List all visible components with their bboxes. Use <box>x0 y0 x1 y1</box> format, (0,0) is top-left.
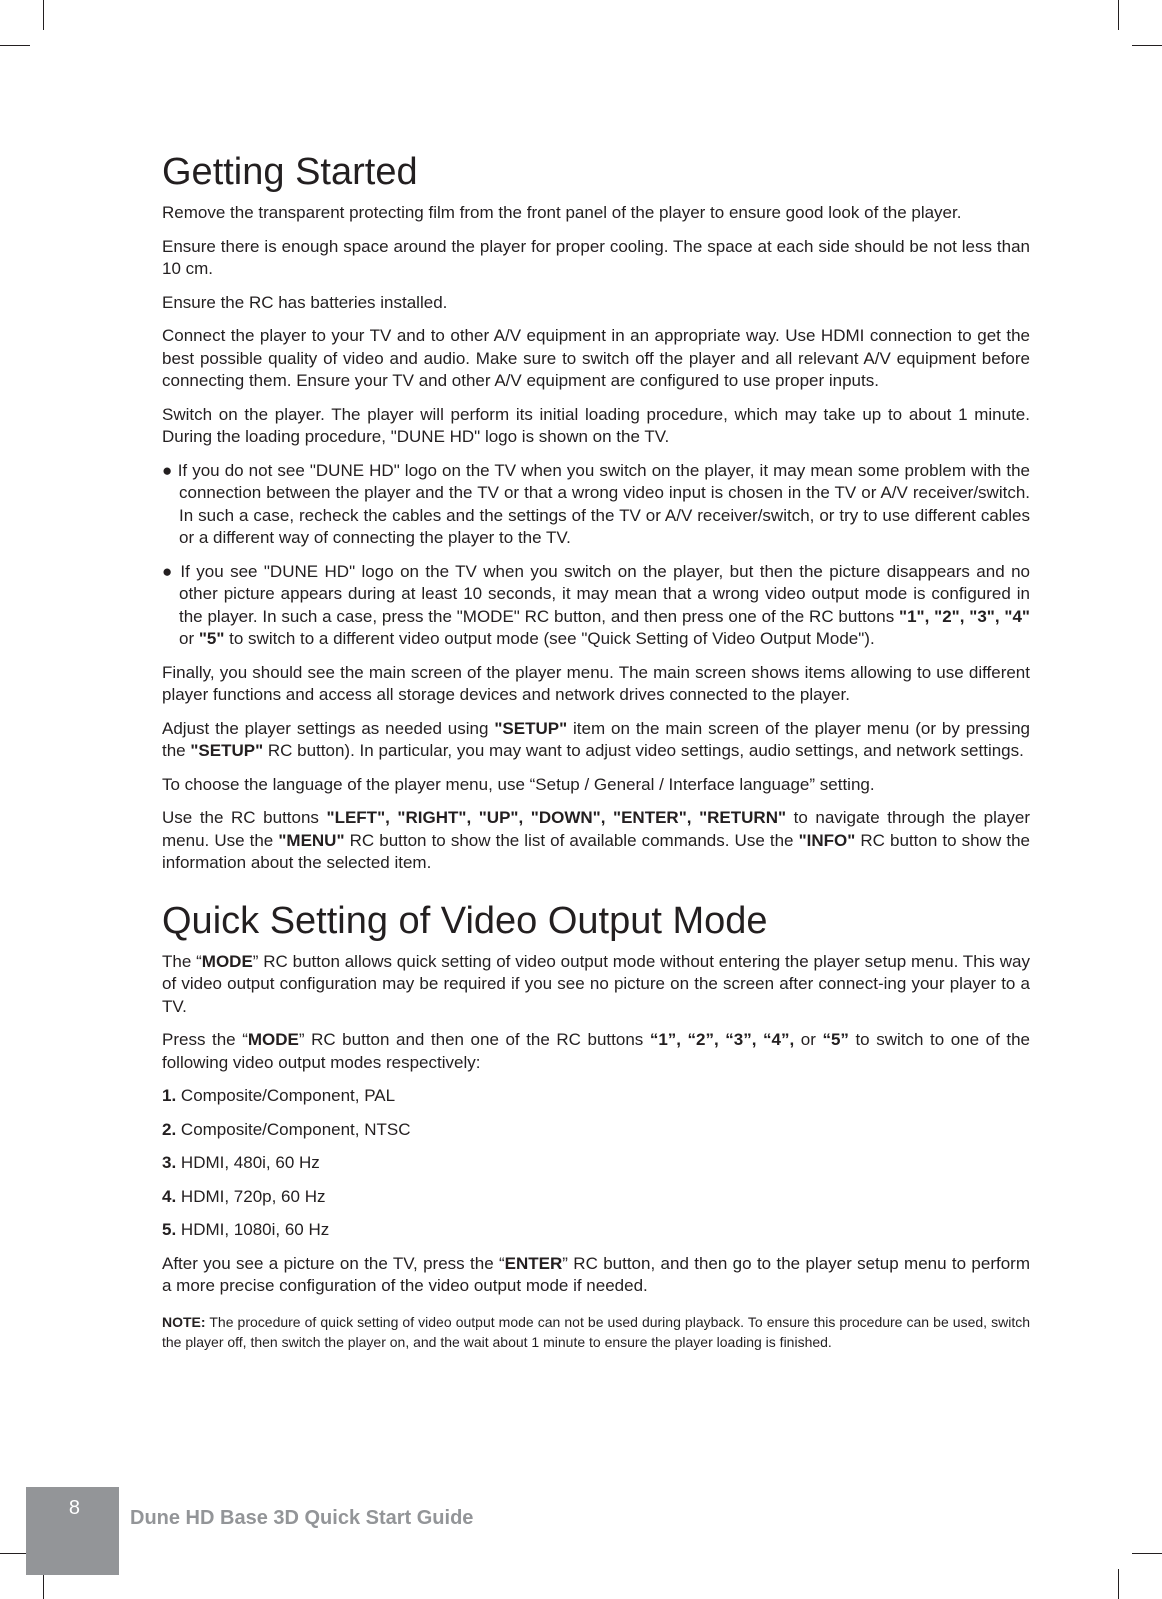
paragraph: After you see a picture on the TV, press the “ENTER” RC button, and then go to the player setup menu to perform a more precise configuration of the video output mode if needed. <box>162 1253 1031 1295</box>
page-number: 8 <box>68 1497 80 1519</box>
mode-item: 4. HDMI, 720p, 60 Hz <box>162 1186 326 1206</box>
mode-list <box>162 1085 1030 1242</box>
paragraph: Remove the transparent protecting film from the front panel of the player to ensure good look of the player. <box>162 203 962 222</box>
mode-item: 5. HDMI, 1080i, 60 Hz <box>162 1220 330 1239</box>
section-heading-quick-setting: Quick Setting of Video Output Mode <box>162 899 768 942</box>
crop-mark <box>1132 45 1162 46</box>
crop-mark <box>43 0 44 30</box>
paragraph: Use the RC buttons "LEFT", "RIGHT", "UP", "DOWN", "ENTER", "RETURN" to navigate through the player menu. Use the "MENU" RC button to show the list of available commands. Use the "INFO" RC button to show the information about the selected item. <box>162 808 1030 872</box>
paragraph: To choose the language of the player menu, use “Setup / General / Interface language” setting. <box>162 774 875 794</box>
paragraph: Finally, you should see the main screen of the player menu. The main screen shows items allowing to use different player functions and access all storage devices and network drives connected to the player. <box>162 662 1030 704</box>
crop-mark <box>1118 0 1119 30</box>
page-content <box>162 150 1030 1363</box>
mode-item: 3. HDMI, 480i, 60 Hz <box>162 1153 320 1172</box>
paragraph: Adjust the player settings as needed using "SETUP" item on the main screen of the player menu (or by pressing the "SETUP" RC button). In particular, you may want to adjust video settings, audio settings, and network settings. <box>162 718 1030 760</box>
paragraph: Press the “MODE” RC button and then one of the RC buttons “1”, “2”, “3”, “4”, or “5” to switch to one of the following video output modes respectively: <box>162 1030 1030 1072</box>
paragraph: Ensure the RC has batteries installed. <box>162 292 448 312</box>
page-number-box <box>26 1487 119 1575</box>
crop-mark <box>0 45 30 46</box>
bullet-item: ● If you see "DUNE HD" logo on the TV when you switch on the player, but then the picture disappears and no other picture appears during at least 10 seconds, it may mean that a wrong video output mode is configured in the player. In such a case, press the "MODE" RC button, and then press one of the RC buttons "1", "2", "3", "4" or "5" to switch to a different video output mode (see "Quick Setting of Video Output Mode"). <box>162 561 1030 648</box>
crop-mark <box>1118 1569 1119 1599</box>
mode-item: 2. Composite/Component, NTSC <box>162 1119 411 1139</box>
section-heading-getting-started: Getting Started <box>162 151 418 193</box>
mode-item: 1. Composite/Component, PAL <box>162 1086 396 1105</box>
paragraph: Ensure there is enough space around the player for proper cooling. The space at each side should be not less than 10 cm. <box>162 236 1030 278</box>
note: NOTE: The procedure of quick setting of video output mode can not be used during playback. To ensure this procedure can be used, switch the player off, then switch the player on, and the wait about 1 minute to ensure the player loading is finished. <box>162 1313 1030 1350</box>
paragraph: The “MODE” RC button allows quick setting of video output mode without entering the player setup menu. This way of video output configuration may be required if you see no picture on the screen after connect-ing your player to a TV. <box>162 951 1030 1016</box>
crop-mark <box>1132 1553 1162 1554</box>
paragraph: Switch on the player. The player will perform its initial loading procedure, which may take up to about 1 minute. During the loading procedure, "DUNE HD" logo is shown on the TV. <box>162 404 1030 446</box>
bullet-item: ● If you do not see "DUNE HD" logo on the TV when you switch on the player, it may mean some problem with the connection between the player and the TV or that a wrong video input is chosen in the TV or A/V receiver/switch. In such a case, recheck the cables and the settings of the TV or A/V receiver/switch, or try to use different cables or a different way of connecting the player to the TV. <box>162 460 1030 547</box>
paragraph: Connect the player to your TV and to other A/V equipment in an appropriate way. Use HDMI connection to get the best possible quality of video and audio. Make sure to switch off the player and all relevant A/V equipment before connecting them. Ensure your TV and other A/V equipment are configured to use proper inputs. <box>162 326 1030 390</box>
footer-title: Dune HD Base 3D Quick Start Guide <box>130 1507 474 1529</box>
